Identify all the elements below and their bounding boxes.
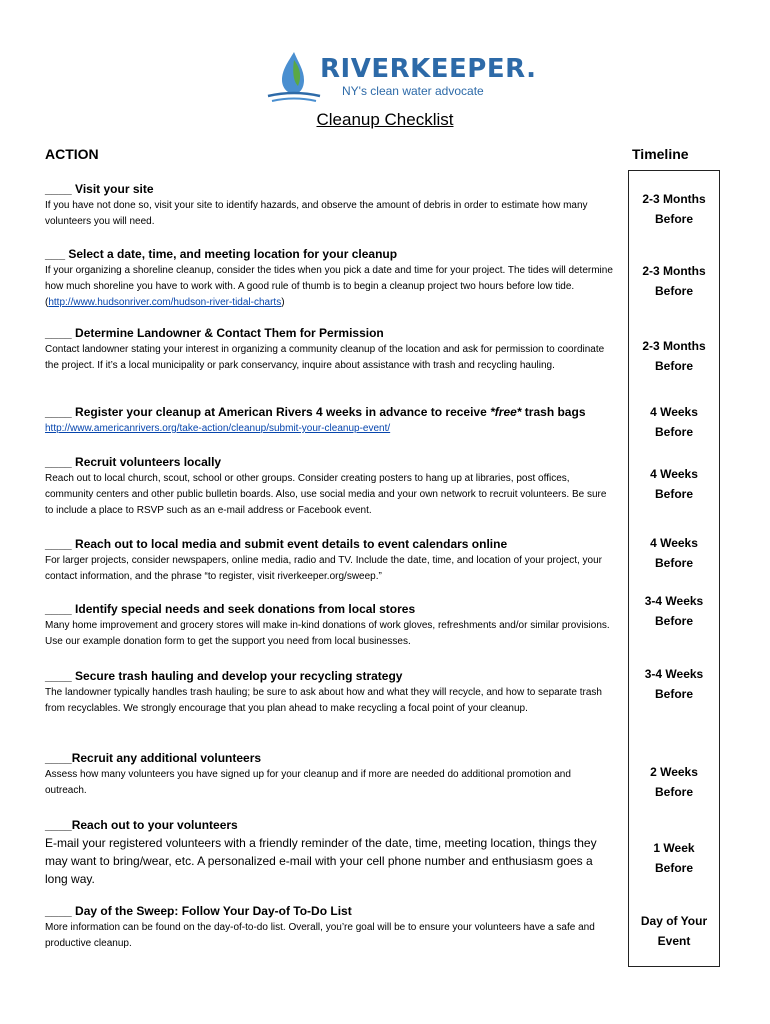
item-title: ____ Visit your site [45,182,154,196]
checklist-item-trash-hauling [45,669,615,717]
checklist-item-register-cleanup [45,405,615,437]
item-title: ____ Identify special needs and seek donations from local stores [45,602,416,616]
timeline-entry [630,533,718,573]
checklist-item-donations [45,602,615,650]
item-description: The landowner typically handles trash hauling; be sure to ask about how and what they will recycle, and how to separate trash from recyclables. We strongly encourage that you plan ahead to make recycling a focal point of your cleanup. [45,687,602,714]
item-title-text: ____ Register your cleanup at American Rivers 4 weeks in advance to receive [45,405,491,419]
timeline-entry [630,402,718,442]
checklist-item-day-of-sweep [45,904,615,952]
timeline-line-2: Before [654,284,693,298]
timeline-entry [630,664,718,704]
item-description: Reach out to local church, scout, school or other groups. Consider creating posters to hang up at libraries, post offices, community centers and other public bulletin boards. Also, use social media and your own network to recruit volunteers. Be sure to include a place to RSVP such as an e-mail address or Facebook event. [45,473,607,516]
timeline-line-2: Before [654,785,693,799]
tidal-charts-link[interactable]: http://www.hudsonriver.com/hudson-river-tidal-charts [48,297,282,308]
checklist-item-visit-site [45,182,615,230]
timeline-line-1: Day of Your [640,914,708,928]
timeline-line-2: Event [657,934,691,948]
timeline-entry [630,261,718,301]
item-description: Many home improvement and grocery stores will make in-kind donations of work gloves, refreshments and/or similar provisions. Use our example donation form to get the support you need from local businesses. [45,620,610,647]
item-description: More information can be found on the day-of-to-do list. Overall, you’re goal will be to ensure your volunteers have a safe and productive cleanup. [45,922,595,949]
item-title: ____ Recruit volunteers locally [45,455,222,469]
timeline-line-2: Before [654,614,693,628]
timeline-line-1: 2-3 Months [642,264,706,278]
timeline-line-1: 3-4 Weeks [644,594,704,608]
logo-name: RIVERKEEPER. [320,54,537,84]
item-title: ___ Select a date, time, and meeting location for your cleanup [45,247,398,261]
timeline-entry [630,464,718,504]
item-title [45,405,615,420]
timeline-line-1: 1 Week [653,841,695,855]
timeline-line-1: 4 Weeks [650,536,698,550]
timeline-line-1: 2-3 Months [642,339,706,353]
timeline-line-1: 3-4 Weeks [644,667,704,681]
item-title-end: trash bags [521,405,586,419]
timeline-entry [630,762,718,802]
timeline-entry [630,911,718,951]
item-description-text: If your organizing a shoreline cleanup, consider the tides when you pick a date and time for your project. The tides will determine how much shoreline you have to work with. A good rule of thumb is to begin a cleanup project two hours before low tide. ( [45,265,613,308]
timeline-line-2: Before [654,212,693,226]
item-description: If you have not done so, visit your site to identify hazards, and observe the amount of debris in order to estimate how many volunteers you will need. [45,200,588,227]
item-description: For larger projects, consider newspapers, online media, radio and TV. Include the date, time, and location of your project, your contact information, and the phrase “to register, visit riverkeeper.org/sweep.” [45,555,602,582]
item-description-end: ) [281,297,285,308]
checklist-item-recruit-volunteers [45,455,615,519]
timeline-line-1: 2 Weeks [650,765,698,779]
riverkeeper-logo [264,50,537,106]
item-title: ____ Reach out to local media and submit event details to event calendars online [45,537,508,551]
item-description: Contact landowner stating your interest in organizing a community cleanup of the location and ask for permission to coordinate the project. If it’s a local municipality or park conservancy, inquire about assistance with trash and recycling hauling. [45,344,605,371]
timeline-line-1: 4 Weeks [650,467,698,481]
item-title: ____ Determine Landowner & Contact Them for Permission [45,326,384,340]
page-title: Cleanup Checklist [316,110,454,129]
item-title: ____Recruit any additional volunteers [45,751,262,765]
timeline-line-2: Before [654,425,693,439]
checklist-item-select-date [45,247,615,311]
item-description [45,263,615,311]
timeline-line-2: Before [654,687,693,701]
timeline-entry [630,838,718,878]
checklist-item-reach-volunteers [45,818,615,888]
timeline-line-2: Before [654,556,693,570]
timeline-entry [630,336,718,376]
timeline-entry [630,189,718,229]
item-description: E-mail your registered volunteers with a friendly reminder of the date, time, meeting location, things they may want to bring/wear, etc. A personalized e-mail with your cell phone number and enthusiasm goes a long way. [45,836,597,886]
timeline-line-2: Before [654,359,693,373]
american-rivers-link[interactable]: http://www.americanrivers.org/take-action/cleanup/submit-your-cleanup-event/ [45,423,391,434]
item-title: ____Reach out to your volunteers [45,818,238,832]
water-drop-leaf-icon [264,50,324,106]
item-title: ____ Secure trash hauling and develop your recycling strategy [45,669,403,683]
timeline-line-2: Before [654,861,693,875]
checklist-item-landowner [45,326,615,374]
timeline-header: Timeline [632,146,689,162]
item-description: Assess how many volunteers you have signed up for your cleanup and if more are needed do additional promotion and outreach. [45,769,571,796]
timeline-line-1: 2-3 Months [642,192,706,206]
timeline-line-1: 4 Weeks [650,405,698,419]
logo-tagline: NY's clean water advocate [342,84,484,98]
checklist-item-additional-volunteers [45,751,615,799]
checklist-item-local-media [45,537,615,585]
action-header: ACTION [45,146,99,162]
item-title: ____ Day of the Sweep: Follow Your Day-of To-Do List [45,904,352,918]
timeline-entry [630,591,718,631]
timeline-line-2: Before [654,487,693,501]
item-title-emphasis: *free* [490,405,522,419]
